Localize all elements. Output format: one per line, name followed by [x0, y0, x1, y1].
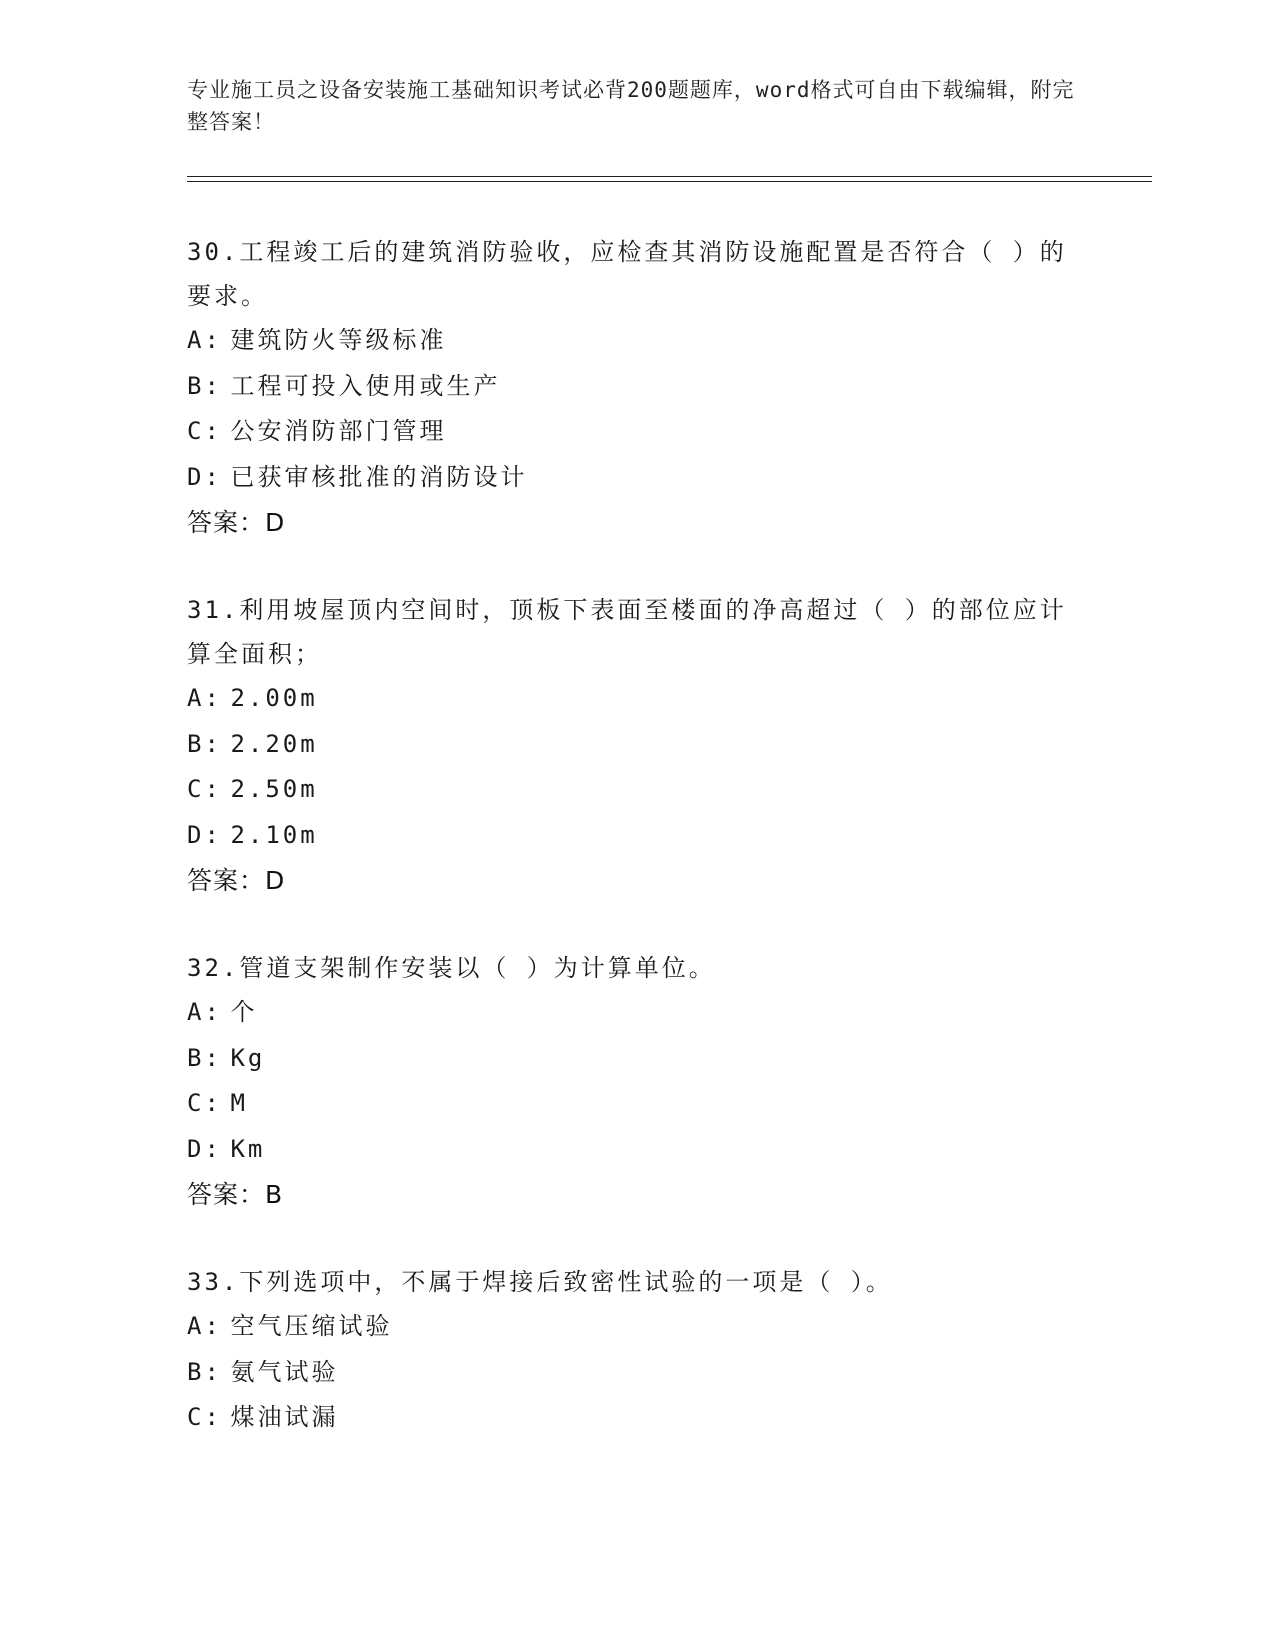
- answer-value: D: [265, 508, 286, 537]
- option-key: C: [187, 775, 205, 803]
- option-key: B: [187, 1357, 205, 1386]
- option-text: 建筑防火等级标准: [230, 326, 447, 354]
- option-text: 氨气试验: [230, 1357, 339, 1386]
- answer-option: [187, 455, 1087, 501]
- option-key: B: [187, 729, 205, 758]
- answer-option: [187, 813, 1087, 859]
- option-separator: :: [204, 1089, 222, 1117]
- option-separator: :: [204, 417, 222, 445]
- answer-option: [187, 1127, 1087, 1173]
- option-text: 个: [230, 998, 258, 1026]
- question-stem: 31.利用坡屋顶内空间时，顶板下表面至楼面的净高超过（ ）的部位应计算全面积；: [187, 596, 1067, 668]
- option-separator: :: [204, 1403, 222, 1431]
- answer-label: 答案：: [187, 508, 266, 537]
- answer-label: 答案：: [187, 866, 266, 895]
- answer-value: B: [265, 1180, 284, 1209]
- option-text: 空气压缩试验: [230, 1312, 393, 1340]
- option-key: B: [187, 1043, 205, 1072]
- document-header: 专业施工员之设备安装施工基础知识考试必背200题题库，word格式可自由下载编辑，附完整答案！: [187, 78, 1075, 134]
- header-divider-bottom: [187, 181, 1152, 182]
- answer-option: [187, 364, 1087, 410]
- option-text: Kg: [230, 1043, 266, 1072]
- question-block: [187, 1260, 1087, 1441]
- option-separator: :: [204, 729, 222, 758]
- option-text: 2.50m: [230, 775, 318, 803]
- option-separator: :: [204, 775, 222, 803]
- answer-option: [187, 1036, 1087, 1082]
- option-separator: :: [204, 1043, 222, 1072]
- option-text: 2.20m: [230, 729, 318, 758]
- option-text: 2.10m: [230, 820, 318, 849]
- answer-option: [187, 1304, 1087, 1350]
- header-divider-top: [187, 176, 1152, 177]
- answer-line: [187, 858, 1087, 903]
- answer-option: [187, 676, 1087, 722]
- question-block: [187, 946, 1087, 1217]
- option-text: 煤油试漏: [230, 1403, 339, 1431]
- option-separator: :: [204, 684, 222, 712]
- option-separator: :: [204, 1134, 222, 1163]
- option-key: A: [187, 1312, 205, 1340]
- question-list: [187, 230, 1087, 1484]
- option-key: A: [187, 326, 205, 354]
- question-stem: 32.管道支架制作安装以（ ）为计算单位。: [187, 954, 716, 982]
- answer-option: [187, 722, 1087, 768]
- answer-option: [187, 1395, 1087, 1441]
- answer-option: [187, 990, 1087, 1036]
- option-key: D: [187, 462, 205, 491]
- option-text: Km: [230, 1134, 266, 1163]
- option-text: 已获审核批准的消防设计: [230, 462, 528, 491]
- answer-option: [187, 1081, 1087, 1127]
- option-separator: :: [204, 1312, 222, 1340]
- answer-option: [187, 409, 1087, 455]
- option-text: 工程可投入使用或生产: [230, 371, 501, 400]
- option-key: D: [187, 1134, 205, 1163]
- option-key: A: [187, 998, 205, 1026]
- question-block: [187, 588, 1087, 903]
- option-text: 2.00m: [230, 684, 318, 712]
- option-separator: :: [204, 998, 222, 1026]
- question-block: [187, 230, 1087, 545]
- option-separator: :: [204, 1357, 222, 1386]
- answer-value: D: [265, 866, 286, 895]
- answer-option: [187, 318, 1087, 364]
- answer-line: [187, 500, 1087, 545]
- question-stem: 33.下列选项中，不属于焊接后致密性试验的一项是（ ）。: [187, 1268, 893, 1296]
- question-stem: 30.工程竣工后的建筑消防验收，应检查其消防设施配置是否符合（ ）的要求。: [187, 238, 1067, 310]
- option-key: B: [187, 371, 205, 400]
- option-separator: :: [204, 326, 222, 354]
- option-separator: :: [204, 820, 222, 849]
- option-key: C: [187, 1403, 205, 1431]
- option-key: C: [187, 417, 205, 445]
- option-separator: :: [204, 371, 222, 400]
- answer-line: [187, 1172, 1087, 1217]
- option-separator: :: [204, 462, 222, 491]
- option-text: 公安消防部门管理: [230, 417, 447, 445]
- answer-option: [187, 1350, 1087, 1396]
- answer-label: 答案：: [187, 1180, 266, 1209]
- option-text: M: [230, 1089, 248, 1117]
- option-key: D: [187, 820, 205, 849]
- option-key: A: [187, 684, 205, 712]
- option-key: C: [187, 1089, 205, 1117]
- answer-option: [187, 767, 1087, 813]
